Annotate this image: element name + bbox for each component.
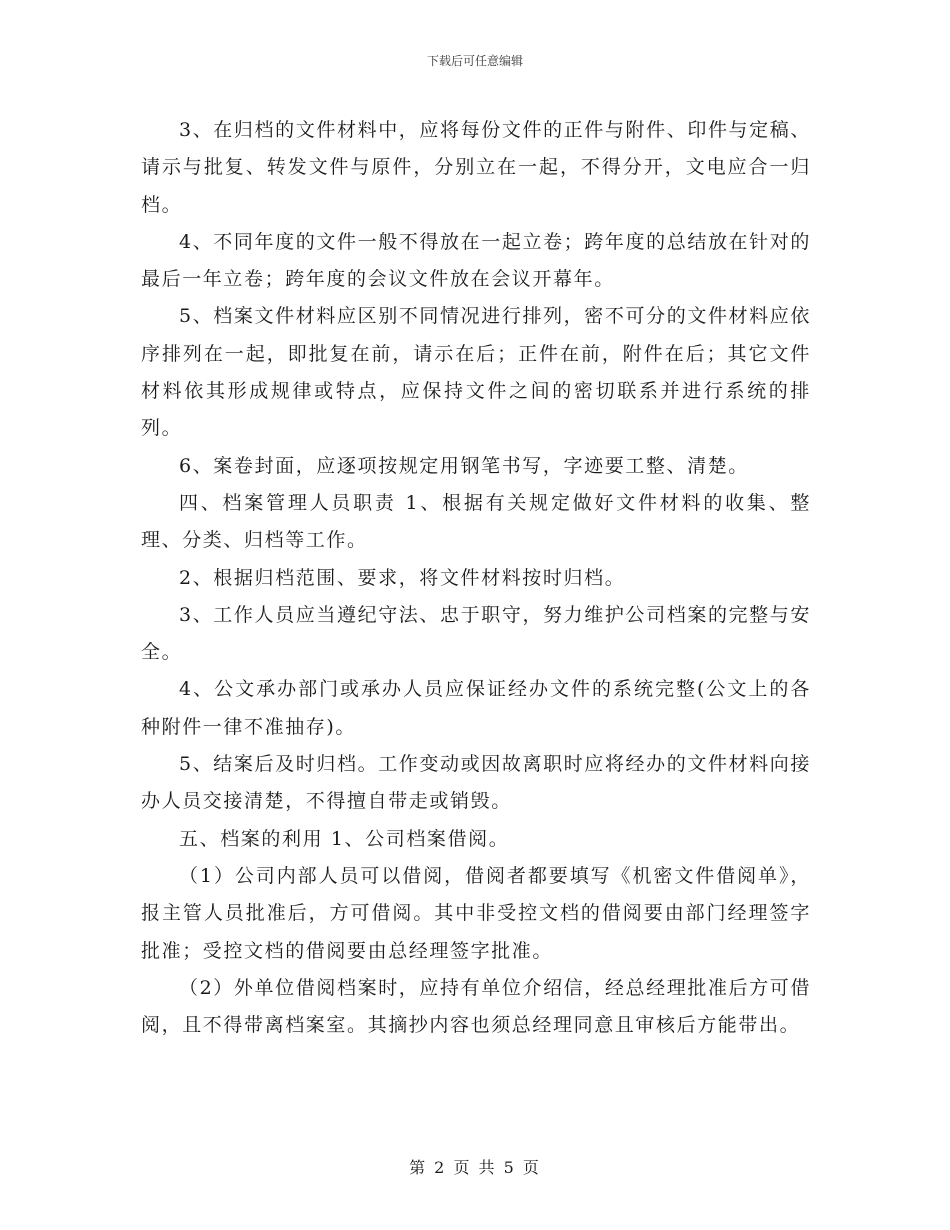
- paragraph: 五、档案的利用 1、公司档案借阅。: [179, 827, 510, 850]
- paragraph: 5、档案文件材料应区别不同情况进行排列，密不可分的文件材料应依序排列在一起，即批复在前，请示在后；正件在前，附件在后；其它文件材料依其形成规律或特点，应保持文件之间的密切联系并进行系统的排列。: [141, 305, 811, 440]
- paragraph: （2）外单位借阅档案时，应持有单位介绍信，经总经理批准后方可借阅，且不得带离档案室。其摘抄内容也须总经理同意且审核后方能带出。: [141, 976, 811, 1037]
- paragraph: 4、公文承办部门或承办人员应保证经办文件的系统完整(公文上的各种附件一律不准抽存)。: [141, 678, 811, 738]
- page-header: 下载后可任意编辑: [426, 54, 523, 68]
- paragraph: 3、在归档的文件材料中，应将每份文件的正件与附件、印件与定稿、请示与批复、转发文件与原件，分别立在一起，不得分开，文电应合一归档。: [141, 119, 811, 216]
- paragraph: 5、结案后及时归档。工作变动或因故离职时应将经办的文件材料向接办人员交接清楚，不得擅自带走或销毁。: [141, 753, 811, 813]
- page-number-footer: 第 2 页 共 5 页: [409, 1158, 541, 1177]
- paragraph: 2、根据归档范围、要求，将文件材料按时归档。: [179, 566, 626, 589]
- paragraph: 四、档案管理人员职责 1、根据有关规定做好文件材料的收集、整理、分类、归档等工作。: [141, 491, 811, 552]
- paragraph: 3、工作人员应当遵纪守法、忠于职守，努力维护公司档案的完整与安全。: [141, 603, 811, 664]
- paragraph: （1）公司内部人员可以借阅，借阅者都要填写《机密文件借阅单》，报主管人员批准后，方可借阅。其中非受控文档的借阅要由部门经理签字批准；受控文档的借阅要由总经理签字批准。: [141, 864, 811, 962]
- paragraph: 4、不同年度的文件一般不得放在一起立卷；跨年度的总结放在针对的最后一年立卷；跨年度的会议文件放在会议开幕年。: [141, 230, 811, 291]
- paragraph: 6、案卷封面，应逐项按规定用钢笔书写，字迹要工整、清楚。: [179, 454, 749, 477]
- document-body: [141, 112, 811, 1044]
